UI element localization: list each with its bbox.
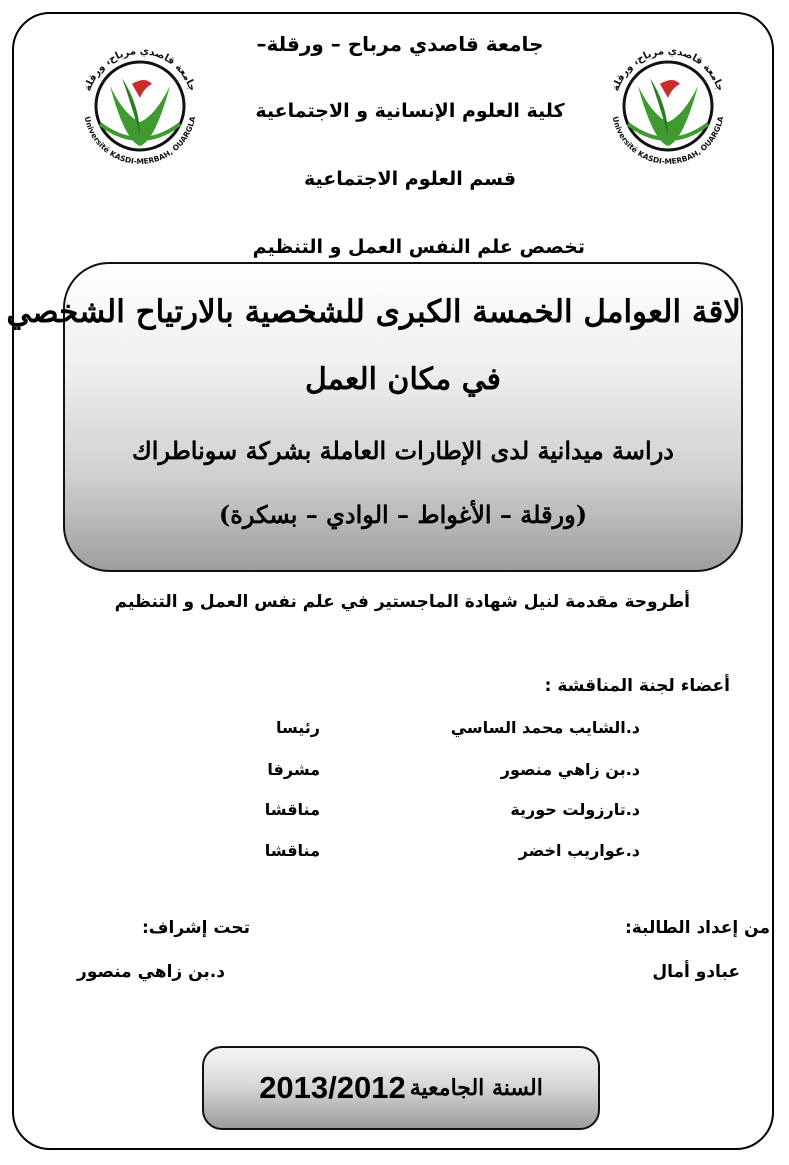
thesis-title-box bbox=[6, 262, 743, 572]
student-name: عبادو أمال bbox=[652, 962, 740, 982]
jury-member-role: رئيسا bbox=[275, 718, 320, 737]
jury-member-name: د.بن زاهي منصور bbox=[500, 760, 640, 779]
supervisor-name: د.بن زاهي منصور bbox=[77, 962, 225, 982]
logo-arabic-text: جامعة قاصدي مرباح، ورقلة bbox=[610, 45, 726, 93]
jury-member-role: مناقشا bbox=[264, 841, 320, 860]
jury-member-role: مشرفا bbox=[267, 760, 320, 779]
thesis-subtitle: دراسة ميدانية لدى الإطارات العاملة بشركة سوناطراك bbox=[132, 436, 674, 465]
department-name: قسم العلوم الاجتماعية bbox=[303, 168, 517, 190]
specialty-name: تخصص علم النفس العمل و التنظيم bbox=[252, 236, 585, 258]
jury-member-role: مناقشا bbox=[264, 800, 320, 819]
university-logo-right bbox=[598, 36, 738, 176]
university-logo-left bbox=[70, 36, 210, 176]
supervisor-label: تحت إشراف: bbox=[141, 918, 250, 938]
thesis-degree-note: أطروحة مقدمة لنيل شهادة الماجستير في علم نفس العمل و التنظيم bbox=[114, 592, 690, 612]
academic-year-label: السنة الجامعية bbox=[409, 1075, 543, 1101]
jury-title: أعضاء لجنة المناقشة : bbox=[544, 676, 730, 696]
thesis-title-line-2: في مكان العمل bbox=[304, 362, 502, 397]
faculty-name: كلية العلوم الإنسانية و الاجتماعية bbox=[255, 100, 565, 122]
jury-member-name: د.تارزولت حورية bbox=[510, 800, 640, 819]
logo-latin-text: Université KASDI-MERBAH, OUARGLA bbox=[82, 115, 198, 167]
academic-year-value: 2013/2012 bbox=[259, 1070, 406, 1105]
jury-member-name: د.الشايب محمد الساسي bbox=[450, 718, 640, 737]
logo-latin-text: Université KASDI-MERBAH, OUARGLA bbox=[610, 115, 726, 167]
university-name: جامعة قاصدي مرباح – ورقلة– bbox=[256, 32, 544, 56]
thesis-title-line-1: لاقة العوامل الخمسة الكبرى للشخصية بالارتياح الشخصي bbox=[6, 294, 741, 330]
academic-year-box bbox=[202, 1046, 600, 1130]
jury-member-name: د.عواريب اخضر bbox=[518, 841, 640, 860]
thesis-locations: (ورقلة – الأغواط – الوادي – بسكرة) bbox=[218, 500, 588, 529]
logo-arabic-text: جامعة قاصدي مرباح، ورقلة bbox=[82, 45, 198, 93]
student-label: من إعداد الطالبة: bbox=[624, 918, 770, 938]
